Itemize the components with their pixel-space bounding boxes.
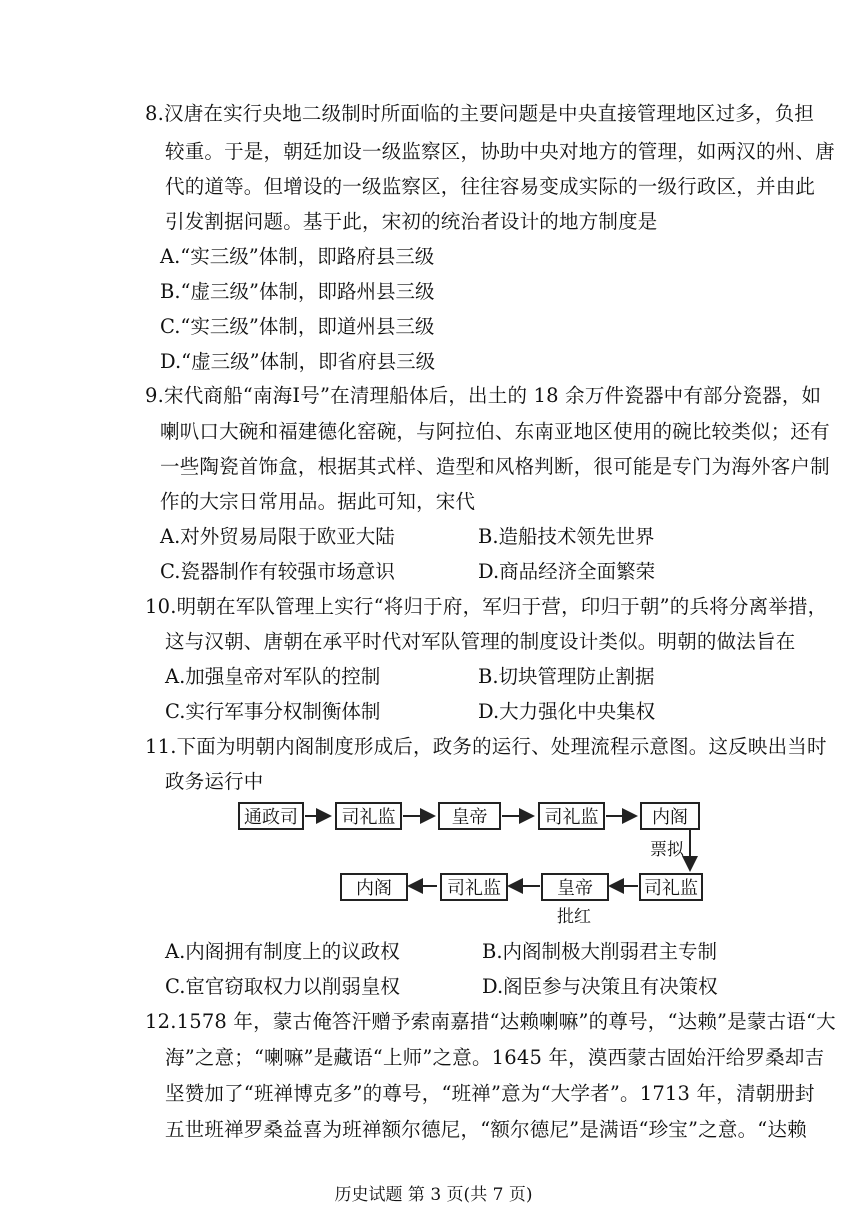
q11-option-a: A.内阁拥有制度上的议政权 [165, 940, 400, 963]
q12-line-2: 海”之意；“喇嘛”是藏语“上师”之意。1645 年，漠西蒙古固始汗给罗桑却吉 [165, 1046, 825, 1069]
q10-option-a: A.加强皇帝对军队的控制 [165, 665, 381, 688]
flow-box-emperor: 皇帝 [541, 873, 609, 901]
q10-option-d: D.大力强化中央集权 [478, 700, 656, 723]
q9-line-1: 9.宋代商船“南海Ⅰ号”在清理船体后，出土的 18 余万件瓷器中有部分瓷器，如 [145, 384, 822, 407]
flow-box-silijian: 司礼监 [639, 873, 703, 901]
q8-line-1: 8.汉唐在实行央地二级制时所面临的主要问题是中央直接管理地区过多，负担 [145, 102, 815, 125]
flow-box-tongzhengsi: 通政司 [238, 802, 304, 830]
q9-line-3: 一些陶瓷首饰盒，根据其式样、造型和风格判断，很可能是专门为海外客户制 [160, 455, 830, 478]
q8-option-a: A.“实三级”体制，即路府县三级 [160, 245, 435, 268]
q10-line-2: 这与汉朝、唐朝在承平时代对军队管理的制度设计类似。明朝的做法旨在 [165, 630, 796, 653]
flow-label-piaoni: 票拟 [650, 840, 684, 860]
q11-option-d: D.阁臣参与决策且有决策权 [482, 975, 718, 998]
flow-box-neige: 内阁 [340, 873, 408, 901]
q11-line-2: 政务运行中 [165, 770, 264, 793]
q12-line-4: 五世班禅罗桑益喜为班禅额尔德尼，“额尔德尼”是满语“珍宝”之意。“达赖 [165, 1118, 807, 1141]
q9-option-d: D.商品经济全面繁荣 [478, 560, 656, 583]
flow-label-pihong: 批红 [557, 907, 591, 927]
q9-line-2: 喇叭口大碗和福建德化窑碗，与阿拉伯、东南亚地区使用的碗比较类似；还有 [160, 420, 830, 443]
q8-option-d: D.“虚三级”体制，即省府县三级 [160, 350, 436, 373]
flow-box-emperor: 皇帝 [438, 802, 501, 830]
q8-line-3: 代的道等。但增设的一级监察区，往往容易变成实际的一级行政区，并由此 [165, 175, 816, 198]
q9-option-b: B.造船技术领先世界 [478, 525, 655, 548]
q11-option-b: B.内阁制极大削弱君主专制 [482, 940, 718, 963]
q12-line-3: 坚赞加了“班禅博克多”的尊号，“班禅”意为“大学者”。1713 年，清朝册封 [165, 1082, 815, 1105]
q10-line-1: 10.明朝在军队管理上实行“将归于府，军归于营，印归于朝”的兵将分离举措， [145, 595, 828, 618]
flow-box-neige: 内阁 [640, 802, 700, 830]
page-footer: 历史试题 第 3 页(共 7 页) [334, 1185, 533, 1205]
q9-option-a: A.对外贸易局限于欧亚大陆 [160, 525, 395, 548]
flow-box-silijian: 司礼监 [335, 802, 402, 830]
q8-option-b: B.“虚三级”体制，即路州县三级 [160, 280, 435, 303]
flow-box-silijian: 司礼监 [440, 873, 508, 901]
q11-line-1: 11.下面为明朝内阁制度形成后，政务的运行、处理流程示意图。这反映出当时 [145, 735, 827, 758]
q12-line-1: 12.1578 年，蒙古俺答汗赠予索南嘉措“达赖喇嘛”的尊号，“达赖”是蒙古语“大 [145, 1010, 836, 1033]
q9-option-c: C.瓷器制作有较强市场意识 [160, 560, 395, 583]
q8-line-2: 较重。于是，朝廷加设一级监察区，协助中央对地方的管理，如两汉的州、唐 [165, 140, 835, 163]
q10-option-b: B.切块管理防止割据 [478, 665, 655, 688]
q11-option-c: C.宦官窃取权力以削弱皇权 [165, 975, 400, 998]
q9-line-4: 作的大宗日常用品。据此可知，宋代 [160, 490, 476, 513]
flow-box-silijian: 司礼监 [538, 802, 605, 830]
q10-option-c: C.实行军事分权制衡体制 [165, 700, 381, 723]
q8-option-c: C.“实三级”体制，即道州县三级 [160, 315, 435, 338]
q8-line-4: 引发割据问题。基于此，宋初的统治者设计的地方制度是 [165, 210, 658, 233]
